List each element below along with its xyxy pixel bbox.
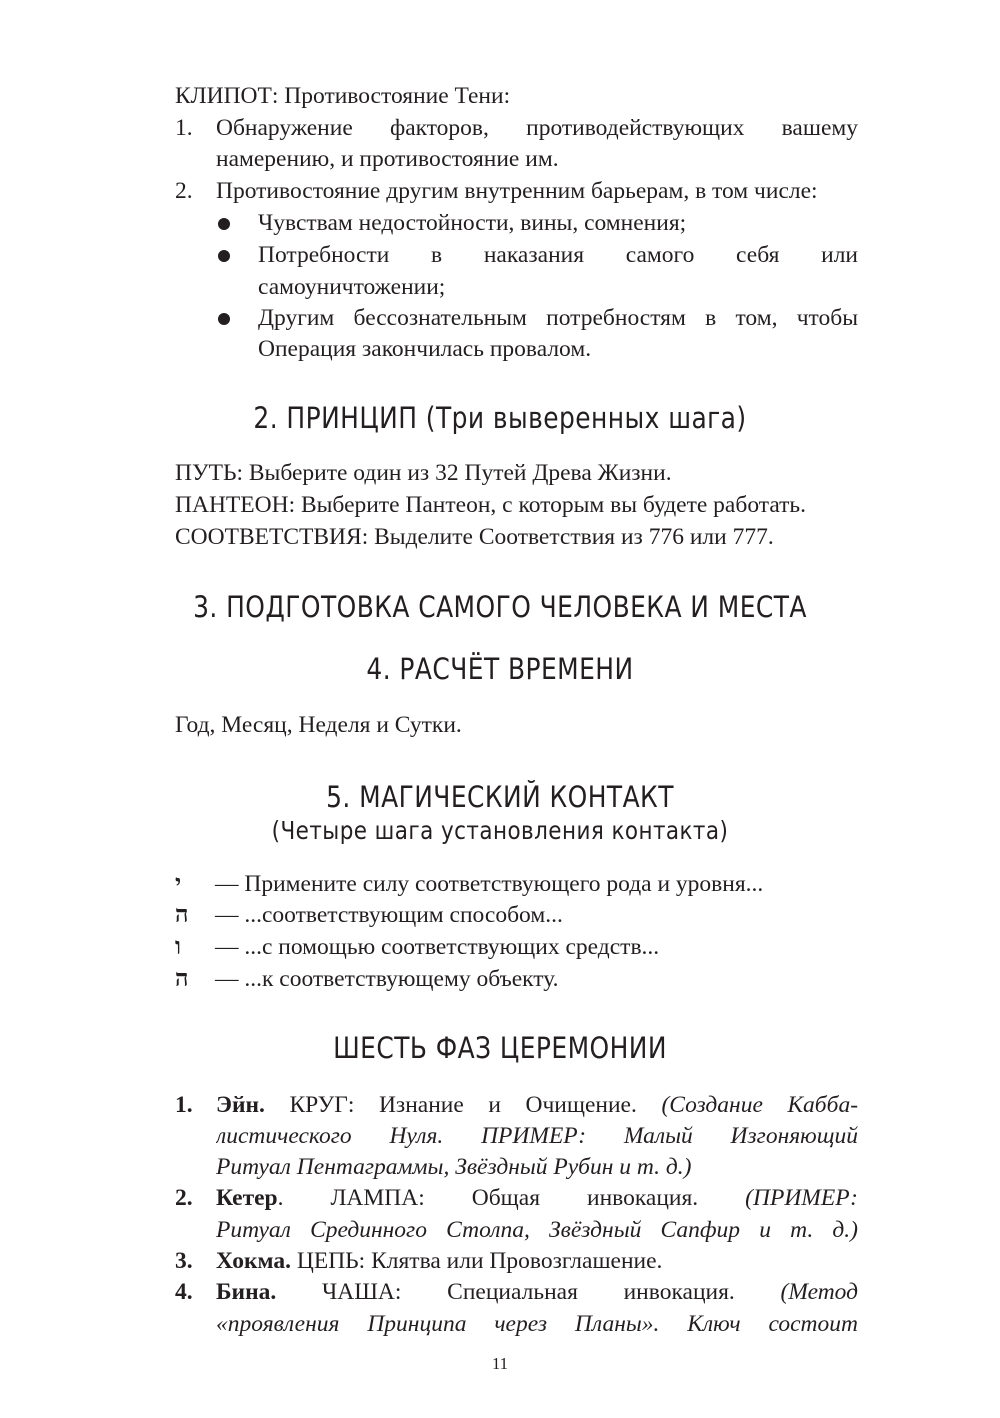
paragraph-line: Год, Месяц, Неделя и Сутки. [175,712,462,738]
phase-text: КРУГ: Изнание и Очищение. [289,1092,637,1118]
section-heading: 4. РАСЧЁТ ВРЕМЕНИ [366,652,634,686]
section-subheading: (Четыре шага установления контакта) [271,816,729,845]
list-number: 1. [175,115,193,141]
contact-step [175,868,763,899]
step-text: — ...с помощью соответствующих средств... [215,934,660,960]
bullet-text: Чувствам недостойности, вины, сомнения; [258,210,687,236]
phase-note: (ПРИМЕР: [745,1185,858,1211]
paragraph-line: СООТВЕТСТВИЯ: Выделите Соответствия из 776 или 777. [175,524,774,550]
phase-name: Бина. [216,1279,277,1305]
klipot-title: КЛИПОТ: Противостояние Тени: [175,83,511,109]
page-number: 11 [491,1354,509,1373]
contact-step [175,931,659,962]
phase-note: листического Нуля. ПРИМЕР: Малый Изгоняющий [216,1123,858,1149]
phase-note: (Создание Кабба- [661,1092,858,1118]
phase-note: Ритуал Пентаграммы, Звёздный Рубин и т. д.) [216,1154,692,1180]
hebrew-letter-he: ה [175,900,189,928]
hebrew-letter-he: ה [175,964,189,992]
step-text: — Примените силу соответствующего рода и уровня... [215,871,764,897]
section-heading: 3. ПОДГОТОВКА САМОГО ЧЕЛОВЕКА И МЕСТА [193,590,807,624]
section-heading: ШЕСТЬ ФАЗ ЦЕРЕМОНИИ [333,1031,667,1065]
phase-line [216,1246,662,1277]
phase-note: «проявления Принципа через Планы». Ключ состоит [216,1311,858,1337]
list-number: 3. [175,1248,193,1274]
phase-line [216,1090,858,1121]
phase-text: ЧАША: Специальная инвокация. [321,1279,735,1305]
phase-note: (Метод [780,1279,858,1305]
phase-name: Эйн. [216,1092,265,1118]
paragraph-line: ПАНТЕОН: Выберите Пантеон, с которым вы будете работать. [175,492,807,518]
bullet-text: самоуничтожении; [258,274,446,300]
bullet-icon [218,313,230,325]
bullet-text: Потребности в наказания самого себя или [258,242,858,268]
phase-name: Кетер [216,1185,278,1211]
paragraph-line: ПУТЬ: Выберите один из 32 Путей Древа Жизни. [175,460,672,486]
section-heading: 2. ПРИНЦИП (Три выверенных шага) [253,401,747,435]
contact-step [175,899,563,930]
list-item-text: Обнаружение факторов, противодействующих вашему [216,115,858,141]
list-item-text: намерению, и противостояние им. [216,146,559,172]
hebrew-letter-vav: ו [175,932,182,960]
list-number: 2. [175,1185,193,1211]
phase-line [216,1183,858,1214]
list-item-text: Противостояние другим внутренним барьерам, в том числе: [216,178,818,204]
phase-note: Ритуал Срединного Столпа, Звёздный Сапфир и т. д.) [216,1217,858,1243]
phase-name: Хокма. [216,1248,292,1274]
section-heading: 5. МАГИЧЕСКИЙ КОНТАКТ [326,780,674,814]
step-text: — ...соответствующим способом... [215,902,563,928]
phase-line [216,1277,858,1308]
list-number: 4. [175,1279,193,1305]
step-text: — ...к соответствующему объекту. [215,966,559,992]
phase-text: ЦЕПЬ: Клятва или Провозглашение. [296,1248,663,1274]
bullet-text: Другим бессознательным потребностям в том, чтобы [258,305,858,331]
bullet-icon [218,218,230,230]
phase-text: . ЛАМПА: Общая инвокация. [277,1185,699,1211]
hebrew-letter-yod: י [175,869,182,897]
contact-step [175,963,559,994]
list-number: 2. [175,178,193,204]
bullet-text: Операция закончилась провалом. [258,336,592,362]
list-number: 1. [175,1092,193,1118]
bullet-icon [218,250,230,262]
